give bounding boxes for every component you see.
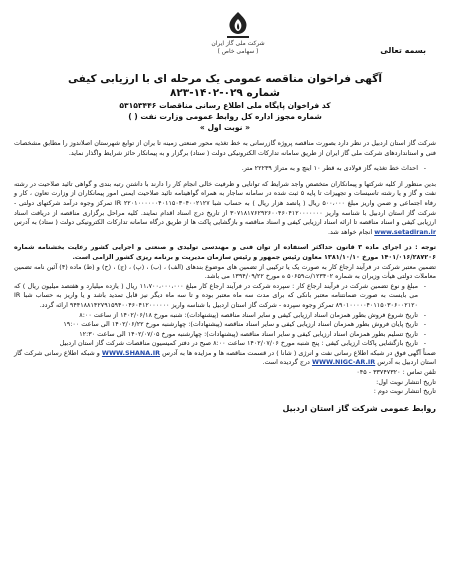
list-item: - تاریخ شروع فروش بطور همزمان اسناد ارزیابی کیفی و سایر اسناد مناقصه (پیشنهادات): شنبه مورخ ۱۴۰۲/۰۶/۱۸ از ساعت ۸:۰۰ (14, 311, 426, 321)
closing-text-3: درج گردیده است. (262, 358, 310, 367)
qualification-text: بدین منظور از کلیه شرکتها و پیمانکاران متخصص واجد شرایط که توانایی و ظرفیت خالی انجام کار را دارند با داشتن رتبه بندی و گواهی تائید صلاحیت در رشته نفت و گاز و یا رشته تاسیسات و تجهیزات تا پایه ۵ ثبت شده در سامانه ساجار به همراه گواهینامه تائید صلاحیت ایمنی امور پیمانکاران از وزارت تعاون ، کار و رفاه اجتماعی و ضمن واریز مبلغ ۵۰۰،۰۰۰ ریال ( پانصد هزار ریال ) به حساب شبا IR ۲۲۰۱۰۰۰۰۰۰۴۰۱۱۵۰۳۰۴۰۰۲۱۲۷ تمرکز وجوه درآمد شرکتهای دولتی - شرکت گاز استان اردبیل با شناسه واریز ۳۰۷۱۸۱۷۶۲۹۲۶۰۰۴۶۰۴۱۲۰۰۰۰۰۰۰ از تاریخ درج اسناد اقدام نمایند. کلیه مراحل برگزاری مناقصه از دریافت اسناد ارزیابی کیفی و اسناد مناقصه تا ارائه اسناد ارزیابی کیفی و اسناد مناقصه و بازگشایی پاکت ها از طریق درگاه سامانه تدارکات الکترونیکی دولت ( ستاد) به آدرس (14, 179, 436, 227)
scope-item: - احداث خط تغذیه گاز فولادی به قطر ۱۰ اینچ و به متراژ ۲۲۲۳۹ متر. (14, 164, 426, 174)
phone-line: تلفن تماس : ۳۳۷۴۷۳۲۰ - ۰۴۵ (356, 368, 436, 377)
flame-logo-icon (218, 10, 258, 40)
bismillah: بسمه تعالی (380, 46, 426, 55)
list-item: - تاریخ تسلیم بطور همزمان اسناد ارزیابی کیفی و سایر اسناد مناقصه (پیشنهادات): چهارشنبه مورخ ۱۴۰۲/۰۷/۰۵ الی ساعت ۱۲:۳۰ (14, 330, 426, 340)
publish-date-1: تاریخ انتشار نوبت اول: (376, 377, 436, 386)
closing-text-2: و شبکه اطلاع رسانی شرکت گاز استان اردبیل به آدرس (14, 348, 436, 367)
permit-number: شماره مجوز اداره کل روابط عمومی وزارت نفت ( ) (128, 112, 322, 121)
closing-text: ضمناً آگهی فوق در شبکه اطلاع رسانی نفت و انرژی ( شانا ) در قسمت مناقصه ها و مزایده ها به آدرس (162, 348, 436, 357)
publish-date-2: تاریخ انتشار نوبت دوم : (373, 387, 436, 396)
shana-link[interactable]: WWW.SHANA.IR (101, 348, 161, 357)
tender-number: شماره ۰۲۹-۱۴۰۲-۸۲۳ (169, 87, 281, 99)
closing-paragraph (14, 349, 436, 368)
logo-company-name: شرکت ملی گاز ایران (211, 40, 265, 47)
note-paragraph: توجه : در اجرای ماده ۳ قانون حداکثر استفاده از توان فنی و مهندسی تولیدی و صنعتی و اجرایی کشور رعایت بخشنامه شماره ۱۴۰۱/۰۱۶/۲۸۷۲۰۶ مورخ ۱۳۸۱/۱۰/۱۰ معاون رئیس جمهور و رئیس سازمان مدیریت و برنامه ریزی کشور الزامی است. (14, 243, 436, 261)
intro-paragraph: شرکت گاز استان اردبیل در نظر دارد بصورت مناقصه پروژه گازرسانی به خط تغذیه محور صنعتی زمینه تا یران از توابع شهرستان اصلاندوز را مطابق مشخصات فنی و استانداردهای شرکت ملی گاز ایران از طریق سامانه تدارکات الکترونیکی دولت ( ستاد) برگزار و به پیمانکار حائز شرایط واگذار نماید. (14, 139, 436, 157)
scope-list (14, 164, 436, 174)
titles (14, 72, 436, 133)
footer-signature: روابط عمومی شرکت گاز استان اردبیل (282, 403, 436, 413)
header (14, 6, 436, 72)
setadi-code: کد فراخوان پایگاه ملی اطلاع رسانی مناقصات ۵۳۱۵۳۴۴۶ (119, 101, 331, 110)
nigc-link[interactable]: WWW.NIGC-AR.IR (311, 358, 376, 367)
conditions-paragraph: تضمین معتبر شرکت در فرآیند ارجاع کار به صورت یک یا ترکیبی از تضمین های موضوع بندهای (الف) ، (ب) ، (پ) ، (ج) ، (ح) و (ط) ماده (۴) آئین نامه تضمین معاملات دولتی هیأت وزیران به شماره ۱۲۳۴۰۲/ت۵۰۶۵۹ ه مورخ ۱۳۹۴/۰۹/۲۲ می باشد. (14, 262, 436, 281)
logo-company-type: ( سهامی خاص ) (217, 48, 259, 55)
qualification-paragraph (14, 180, 436, 238)
nigc-logo (196, 10, 280, 56)
setad-link[interactable]: www.setadiran.ir (374, 227, 436, 236)
list-item: - تاریخ بازگشایی پاکات ارزیابی کیفی : پنج شنبه مورخ ۱۴۰۲/۰۷/۰۶ ساعت ۸:۰۰ صبح در دفتر کمیسیون مناقصات شرکت گاز استان اردبیل (14, 339, 426, 349)
details-list (14, 282, 436, 349)
publication-round: « نوبت اول » (199, 123, 251, 132)
list-item: - مبلغ و نوع تضمین شرکت در فرآیند ارجاع کار : سپرده شرکت در فرآیند ارجاع کار مبلغ ۱۱،۷۰۰،۰۰۰،۰۰۰ ریال ( یازده میلیارد و هفتصد میلیون ریال ) که می بایست به صورت ضمانتنامه معتبر بانکی که برای مدت سه ماه معتبر بوده و تا سه ماه دیگر نیز قابل تمدید باشد و یا واریز به حساب شبا IR ۸۹۰۱۰۰۰۰۰۴۰۱۱۵۰۳۰۶۰۰۲۱۲۰ تمرکز وجوه سپرده - شرکت گاز استان اردبیل با شناسه واریز ۹۴۴۱۸۸۱۴۲۷۹۱۵۹۴۰۰۴۶۰۴۱۲۰۰۰۰۰۰ ارائه گردد. (14, 282, 426, 311)
qualification-end: انجام خواهد شد. (328, 227, 373, 236)
page-title: آگهی فراخوان مناقصه عمومی یک مرحله ای با ارزیابی کیفی (68, 73, 382, 85)
list-item: - تاریخ پایان فروش بطور همزمان اسناد ارزیابی کیفی و سایر اسناد مناقصه (پیشنهادات): چهارشنبه مورخ ۱۴۰۲/۰۶/۲۲ الی ساعت ۱۹:۰۰ (14, 320, 426, 330)
